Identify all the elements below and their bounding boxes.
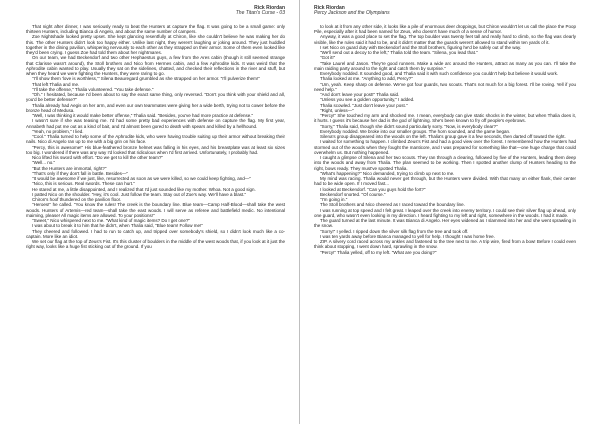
paragraph: "Sorry!" I yelled. I ripped down the silver silk flag from the tree and took off. [320,228,469,234]
right-author: Rick Riordan [314,5,345,11]
paragraph: Zoe Nightshade looked pretty upset. She kept glancing resentfully at Chiron, like she couldn't believe he was making her do this. The other Hunters didn't look too happy either. Unlike last night, they weren't laughing or joking around. They just huddled together in the dining pavilion, whispering nervously to each other as they strapped on their armor. Some of them even looked like they'd been crying. I guess Zoe had told them about her nightmares. [26,34,285,56]
paragraph: "I'll show them 'love is worthless,'" Silena Beauregard grumbled as she strapped on her armor. "I'll pulverize them!" [32,76,260,82]
right-book-title: Percy Jackson and the Olympians [314,10,390,17]
paragraph: "Percy, this is awesome!" His blue-feathered bronze helmet was falling in his eyes, and his breastplate was at least six sizes too big. I wondered if there was any way I'd looked that ridiculous when I'd first arrived. Unfortunately, I probably had. [26,144,285,155]
paragraph: Beckendorf snorted. "Of course." [320,191,386,197]
paragraph: I looked at Beckendorf. "Can you guys hold the fort?" [320,186,426,192]
right-page-body [314,24,576,255]
paragraph: "Oh." I hesitated, because I'd been about to say the exact same thing, only reversed. "Don't you think with your shield and all, you'd be better defense?" [26,92,285,103]
paragraph: "What's happening?" Nico demanded, trying to climb up next to me. [320,170,455,176]
paragraph: "Unless you see a golden opportunity," I added. [320,97,415,103]
paragraph: Thalia scowled. "Just don't leave your post." [320,102,408,108]
paragraph: Nico lifted his sword with effort. "Do we get to kill the other team?" [32,155,163,161]
paragraph: "Um, yeah. Keep sharp on defense. We've got four guards, two scouts. That's not much for a big forest. I'll be roving. Yell if you need help." [314,81,576,92]
paragraph: I was ten yards away before Bianca managed to yell for help. I thought I was home free. [320,233,495,239]
paragraph: "Well... no." [32,160,56,166]
paragraph: "Take Laurel and Jason. They're good runners. Make a wide arc around the Hunters, attract as many as you can. I'll take the main raiding party around to the right and catch them by surprise." [314,60,576,71]
paragraph: to look at it from any other side, it looks like a pile of enormous deer droppings, but Chiron wouldn't let us call the place the Poop Pile, especially after it had been named for Zeus, who doesn't have much of a sense of humor. [314,23,576,35]
paragraph: Silena's group disappeared into the woods on the left. Thalia's group gave it a few seconds, then darted off toward the right. [320,134,566,140]
paragraph: Anyway, it was a good place to set the flag. The top boulder was twenty feet tall and really hard to climb, so the flag was clearly visible, like the rules said it had to be, and it didn't matter that the guards weren't allowed to stand within ten yards of it. [314,34,576,45]
paragraph: I caught a glimpse of Silena and her two scouts. They ran through a clearing, followed by five of the Hunters, leading them deep into the woods and away from Thalia. The plan seemed to be working. Then I spotted another clump of Hunters heading to the right, bows ready. They must've spotted Thalia. [314,155,576,171]
right-page-header [314,6,576,17]
paragraph: "Right, unless—" [320,107,354,113]
paragraph: "Sorry," Thalia said, though she didn't sound particularly sorry. "Now, is everybody clear?" [320,123,498,129]
paragraph: "We'll send out a decoy to the left," Thalia told the team. "Silena, you lead that." [320,50,478,56]
paragraph: "I'll take the offense," Thalia volunteered. "You take defense." [32,86,154,92]
paragraph: "Sweet," Nico whispered next to me. "What kind of magic items? Do I get one?" [32,218,190,224]
left-author: Rick Riordan [254,5,285,11]
paragraph: My mind was racing. Thalia would never get through, but the Hunters were divided. With that many on either flank, their center had to be wide open. If I moved fast... [314,176,576,187]
paragraph: "Nico, this is serious. Real swords. These can hurt." [32,181,135,187]
paragraph: "It would be awesome if we just, like, resurrected as soon as we were killed, so we could keep fighting, and—" [32,176,251,182]
paragraph: The guard turned at the last minute. It was Bianca di Angelo. Her eyes widened as I slammed into her and she went sprawling in the snow. [314,218,576,229]
paragraph: On our team, we had Beckendorf and two other Hephaestus guys, a few from the Ares cabin (though it still seemed strange that Clarisse wasn't around), the Stoll brothers and Nico from Hermes cabin, and a few Aphrodite kids. It was weird that the Aphrodite cabin wanted to play. Usually they sat on the sidelines, chatted, and checked their reflections in the river and stuff, but when they heard we were fighting the Hunters, they were raring to go. [26,55,285,77]
paragraph: "But the Hunters are immortal, right?" [32,165,107,171]
paragraph: I set Nico on guard duty with Beckendorf and the Stoll brothers, figuring he'd be safely out of the way. [320,44,522,50]
paragraph: Chiron's hoof thundered on the pavilion floor. [32,197,122,203]
paragraph: Thalia looked at me. "Anything to add, Percy?" [320,76,413,82]
paragraph: The Stoll brothers and Nico cheered as I raced toward the boundary line. [320,202,465,208]
paragraph: "Yeah, no problem," I lied. [32,128,84,134]
paragraph: Thalia already had Aegis on her arm, and even our own teammates were giving her a wide berth, trying not to cower before the bronze head of Medusa. [26,102,285,113]
paragraph: "Got it!" [320,55,336,61]
left-book-title: The Titan's Curse - 03 [235,10,285,17]
paragraph: He stared at me, a little disappointed, and I realized that I'd just sounded like my mother. Whoa. Not a good sign. [32,186,256,192]
left-page-header [26,6,285,17]
paragraph: Everybody nodded. We broke into our smaller groups. The horn sounded, and the game began. [320,128,511,134]
paragraph: Everybody nodded. It sounded good, and Thalia said it with such confidence you couldn't help but believe it would work. [320,71,559,77]
paragraph: "Cool." Thalia turned to help some of the Aphrodite kids, who were having trouble suiting up their armor without breaking their nails. Nico di Angelo ran up to me with a big grin on his face. [26,134,285,145]
paragraph: That night after dinner, I was seriously ready to beat the Hunters at capture the flag. It was going to be a small game: only thirteen Hunters, including Bianca di Angelo, and about the same number of campers. [26,23,285,35]
paragraph: ZIP. A silvery cord raced across my ankles and fastened to the tree next to me. A trip wire, fired from a bow! Before I could even think about stopping, I went down hard, sprawling in the snow. [314,239,576,250]
paragraph: "Percy!" She touched my arm and shocked me. I mean, everybody can give static shocks in the winter, but when Thalia does it, it hurts. I guess it's because her dad is the god of lightning. She's been known to fry off people's eyebrows. [314,113,576,124]
paragraph: "I'm going in." [320,197,348,203]
paragraph: They cheered and followed. I had to run to catch up, and tripped over somebody's shield, so I didn't look much like a co-captain. More like an idiot. [26,228,285,239]
paragraph: "Heroes!" he called. "You know the rules! The creek is the boundary line. Blue team—Camp Half-Blood—shall take the west woods. Hunters of Artemis—red team—shall take the east woods. I will serve as referee and battlefield medic. No intentional maiming, please! All magic items are allowed. To your positions!" [26,202,285,218]
paragraph: "And don't leave your post!" Thalia said. [320,92,400,98]
paragraph: I patted Nico on the shoulder. "Hey, it's cool. Just follow the team. Stay out of Zoe's way. We'll have a blast." [32,191,247,197]
paragraph: That left Thalia and me. [32,81,80,87]
paragraph: I was about to break it to him that he didn't, when Thalia said, "Blue team! Follow me!" [32,223,203,229]
left-page-body [26,24,285,250]
right-page [300,0,600,424]
paragraph: I was running at top speed and I felt great. I leaped over the creek into enemy territory. I could see their silver flag up ahead, only one guard, who wasn't even looking in my direction. I heard fighting to my left and right, somewhere in the woods. I had it made. [314,207,576,218]
paragraph: I waited for something to happen. I climbed Zeus's Fist and had a good view over the forest. I remembered how the Hunters had stormed out of the woods when they fought the manticore, and I was prepared for something like that—one huge charge that could overwhelm us. But nothing happened. [314,139,576,155]
paragraph: I wasn't sure if she was teasing me. I'd had some pretty bad experiences with defense on capture the flag. My first year, Annabeth had put me out as a kind of bait, and I'd almost been gored to death with spears and killed by a hellhound. [26,118,285,129]
paragraph: We set our flag at the top of Zeus's Fist. It's this cluster of boulders in the middle of the west woods that, if you look at it just the right way, looks like a huge fist sticking out of the ground. If you [26,239,285,250]
paragraph: "That's only if they don't fall in battle. Besides—" [32,170,128,176]
paragraph: "Percy!" Thalia yelled, off to my left. "What are you doing?" [320,249,437,255]
paragraph: "Well, I was thinking it would make better offense," Thalia said. "Besides, you've had more practice at defense." [32,113,254,119]
